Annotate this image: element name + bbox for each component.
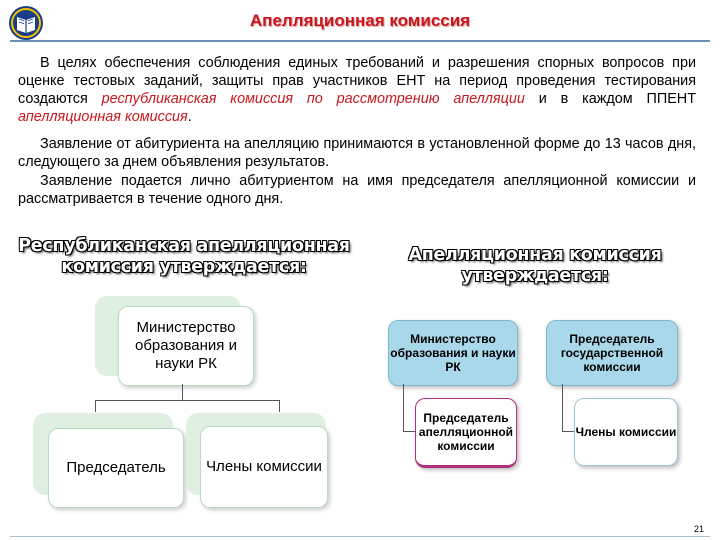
right-connector-state-h — [562, 431, 574, 432]
right-state-chair-box: Председатель государственной комиссии — [546, 320, 678, 386]
left-heading: Республиканская апелляционная комиссия утверждается: — [18, 236, 350, 277]
title-divider — [10, 40, 710, 42]
highlight-republican-commission: республиканская комиссия по рассмотрению апелляции — [101, 91, 525, 107]
left-ministry-box: Министерство образования и науки РК — [118, 306, 254, 386]
paragraph-3: Заявление подается лично абитуриентом на имя председателя апелляционной комиссии и рассматривается в течение одного дня. — [18, 173, 696, 207]
right-connector-ministry-v — [403, 384, 404, 431]
right-connector-state-v — [562, 384, 563, 431]
left-connector-horizontal — [95, 400, 280, 401]
right-members-box: Члены комиссии — [574, 398, 678, 466]
page-number: 21 — [693, 524, 704, 534]
left-members-box: Члены комиссии — [200, 426, 328, 508]
left-chair-box: Председатель — [48, 428, 184, 508]
page-title: Апелляционная комиссия — [249, 11, 471, 30]
right-ministry-box: Министерство образования и науки РК — [388, 320, 518, 386]
paragraph-2: Заявление от абитуриента на апелляцию принимаются в установленной форме до 13 часов дня, следующего за днем объявления результатов. — [18, 136, 696, 170]
paragraph-1: В целях обеспечения соблюдения единых требований и разрешения спорных вопросов при оценке тестовых заданий, защиты прав участников ЕНТ на период проведения тестирования создаются республиканская комиссия по рассмотрению апелляции и в каждом ППЕНТ апелляционная комиссия. — [18, 55, 696, 125]
right-connector-ministry-h — [403, 431, 415, 432]
highlight-appeal-commission: апелляционная комиссия — [18, 109, 188, 125]
bottom-divider — [10, 536, 710, 537]
left-connector-vertical — [182, 384, 183, 400]
right-appeal-chair-box: Председатель апелляционной комиссии — [415, 398, 517, 468]
right-heading: Апелляционная комиссия утверждается: — [408, 245, 662, 286]
left-connector-left — [95, 400, 96, 412]
left-connector-right — [279, 400, 280, 412]
